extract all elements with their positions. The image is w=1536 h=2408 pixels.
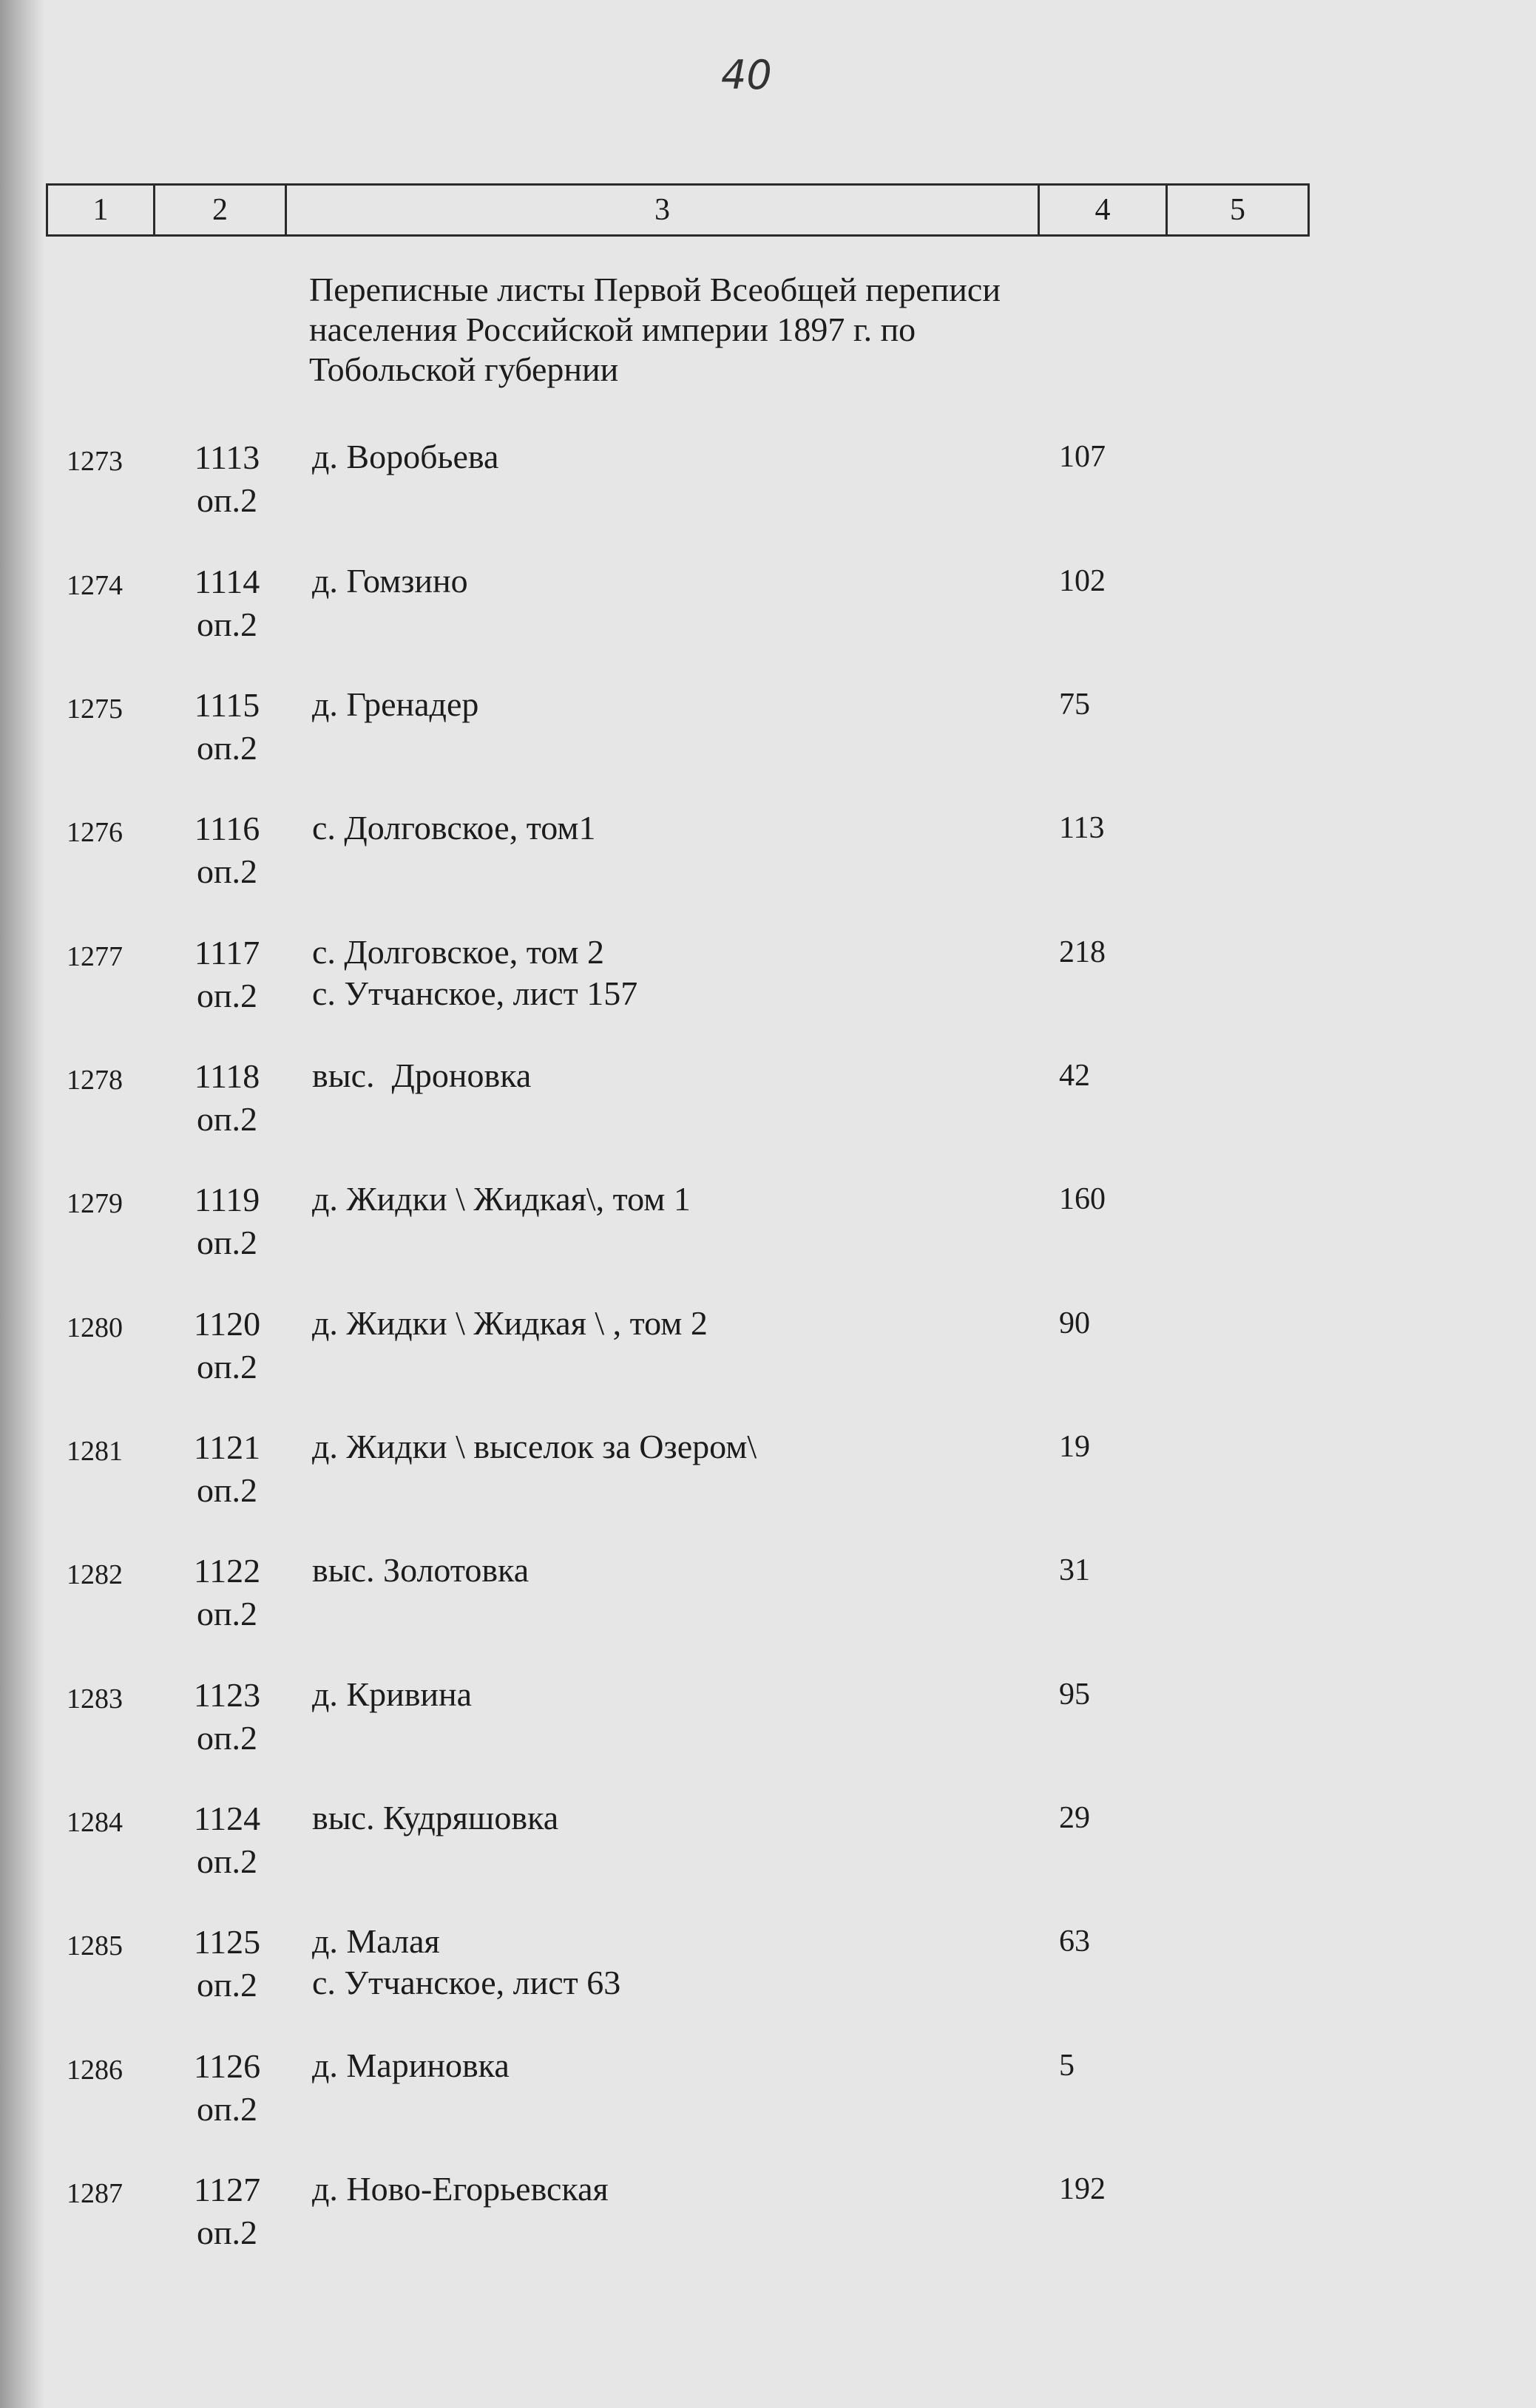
unit-number: 1114 <box>194 563 260 600</box>
storage-unit <box>179 1797 275 1883</box>
sheet-count: 102 <box>1059 564 1106 598</box>
row-number: 1283 <box>67 1683 123 1715</box>
column-header-5: 5 <box>1167 185 1309 236</box>
row-number: 1286 <box>67 2055 123 2086</box>
unit-number: 1118 <box>194 1057 260 1095</box>
settlement-name: с. Долговское, том1 <box>312 809 596 847</box>
inventory-label: оп.2 <box>196 1348 258 1386</box>
inventory-label: оп.2 <box>196 1224 258 1261</box>
storage-unit <box>179 684 275 770</box>
inventory-label: оп.2 <box>196 481 258 519</box>
unit-number: 1116 <box>194 810 260 847</box>
storage-unit <box>179 2168 275 2254</box>
storage-unit <box>179 1055 275 1141</box>
table-row <box>0 436 1536 532</box>
table-row <box>0 560 1536 657</box>
settlement-name: д. Ново-Егорьевская <box>312 2170 609 2208</box>
row-number: 1285 <box>67 1930 123 1961</box>
unit-number: 1127 <box>193 2171 261 2208</box>
storage-unit <box>179 932 275 1017</box>
sheet-count: 160 <box>1059 1182 1106 1216</box>
row-number: 1282 <box>67 1559 123 1590</box>
inventory-label: оп.2 <box>196 977 258 1014</box>
storage-unit <box>179 1550 275 1635</box>
column-header-2: 2 <box>155 185 286 236</box>
row-number: 1284 <box>67 1807 123 1838</box>
inventory-label: оп.2 <box>196 852 258 890</box>
sheet-count: 90 <box>1059 1306 1090 1340</box>
settlement-name: д. Малая с. Утчанское, лист 63 <box>312 1922 621 2001</box>
storage-unit <box>179 1303 275 1388</box>
unit-number: 1126 <box>193 2047 261 2085</box>
column-header-table <box>46 183 1310 237</box>
storage-unit <box>179 560 275 646</box>
storage-unit <box>179 1178 275 1264</box>
table-row <box>0 684 1536 780</box>
settlement-name: выс. Кудряшовка <box>312 1799 559 1836</box>
storage-unit <box>179 436 275 522</box>
inventory-label: оп.2 <box>196 1471 258 1509</box>
table-row <box>0 1921 1536 2017</box>
inventory-label: оп.2 <box>196 1595 258 1632</box>
table-row <box>0 1550 1536 1646</box>
settlement-name: выс. Дроновка <box>312 1057 532 1094</box>
unit-number: 1121 <box>193 1428 261 1466</box>
table-row <box>0 1178 1536 1275</box>
inventory-label: оп.2 <box>196 1719 258 1757</box>
unit-number: 1123 <box>193 1676 261 1714</box>
inventory-label: оп.2 <box>196 1100 258 1138</box>
row-number: 1277 <box>67 941 123 972</box>
sheet-count: 5 <box>1059 2049 1075 2083</box>
settlement-name: д. Гомзино <box>312 562 468 600</box>
unit-number: 1117 <box>194 934 260 971</box>
inventory-label: оп.2 <box>196 606 258 643</box>
settlement-name: д. Жидки \ выселок за Озером\ <box>312 1428 757 1465</box>
settlement-name: д. Кривина <box>312 1675 473 1713</box>
column-header-4: 4 <box>1039 185 1167 236</box>
unit-number: 1120 <box>193 1305 261 1343</box>
sheet-count: 75 <box>1059 688 1090 722</box>
row-number: 1279 <box>67 1188 123 1219</box>
unit-number: 1119 <box>194 1181 260 1218</box>
table-row <box>0 1303 1536 1399</box>
unit-number: 1122 <box>193 1552 261 1590</box>
sheet-count: 107 <box>1059 440 1106 474</box>
storage-unit <box>179 1426 275 1512</box>
sheet-count: 63 <box>1059 1924 1090 1958</box>
storage-unit <box>179 2045 275 2131</box>
table-row <box>0 1797 1536 1893</box>
column-header-1: 1 <box>47 185 155 236</box>
storage-unit <box>179 1921 275 2007</box>
row-number: 1276 <box>67 817 123 848</box>
table-row <box>0 1426 1536 1522</box>
inventory-label: оп.2 <box>196 2090 258 2128</box>
row-number: 1278 <box>67 1065 123 1096</box>
inventory-label: оп.2 <box>196 2214 258 2251</box>
column-header-3: 3 <box>286 185 1039 236</box>
sheet-count: 218 <box>1059 935 1106 969</box>
settlement-name: выс. Золотовка <box>312 1551 530 1589</box>
storage-unit <box>179 807 275 893</box>
sheet-count: 192 <box>1059 2172 1106 2206</box>
sheet-count: 113 <box>1059 811 1105 845</box>
row-number: 1287 <box>67 2178 123 2209</box>
table-row <box>0 2045 1536 2141</box>
row-number: 1280 <box>67 1312 123 1343</box>
unit-number: 1125 <box>193 1923 261 1961</box>
table-row <box>0 1674 1536 1770</box>
unit-number: 1115 <box>194 686 260 724</box>
inventory-label: оп.2 <box>196 729 258 767</box>
sheet-count: 31 <box>1059 1553 1090 1587</box>
inventory-label: оп.2 <box>196 1966 258 2004</box>
unit-number: 1113 <box>194 438 260 476</box>
settlement-name: д. Жидки \ Жидкая\, том 1 <box>312 1180 691 1218</box>
settlement-name: с. Долговское, том 2 с. Утчанское, лист 157 <box>312 933 638 1012</box>
sheet-count: 95 <box>1059 1678 1090 1712</box>
table-row <box>0 807 1536 903</box>
settlement-name: д. Жидки \ Жидкая \ , том 2 <box>312 1304 708 1342</box>
row-number: 1275 <box>67 693 123 725</box>
settlement-name: д. Воробьева <box>312 438 499 475</box>
table-row <box>0 932 1536 1028</box>
sheet-count: 19 <box>1059 1430 1090 1464</box>
storage-unit <box>179 1674 275 1760</box>
row-number: 1273 <box>67 446 123 477</box>
sheet-count: 42 <box>1059 1059 1090 1093</box>
settlement-name: д. Гренадер <box>312 685 479 723</box>
inventory-label: оп.2 <box>196 1842 258 1880</box>
page-number: 40 <box>721 52 772 98</box>
table-row <box>0 2168 1536 2265</box>
row-number: 1274 <box>67 570 123 601</box>
row-number: 1281 <box>67 1436 123 1467</box>
section-title: Переписные листы Первой Всеобщей переписи населения Российской империи 1897 г. по Тобольской губернии <box>309 271 1001 388</box>
settlement-name: д. Мариновка <box>312 2046 510 2084</box>
unit-number: 1124 <box>193 1800 261 1837</box>
sheet-count: 29 <box>1059 1801 1090 1835</box>
table-row <box>0 1055 1536 1151</box>
